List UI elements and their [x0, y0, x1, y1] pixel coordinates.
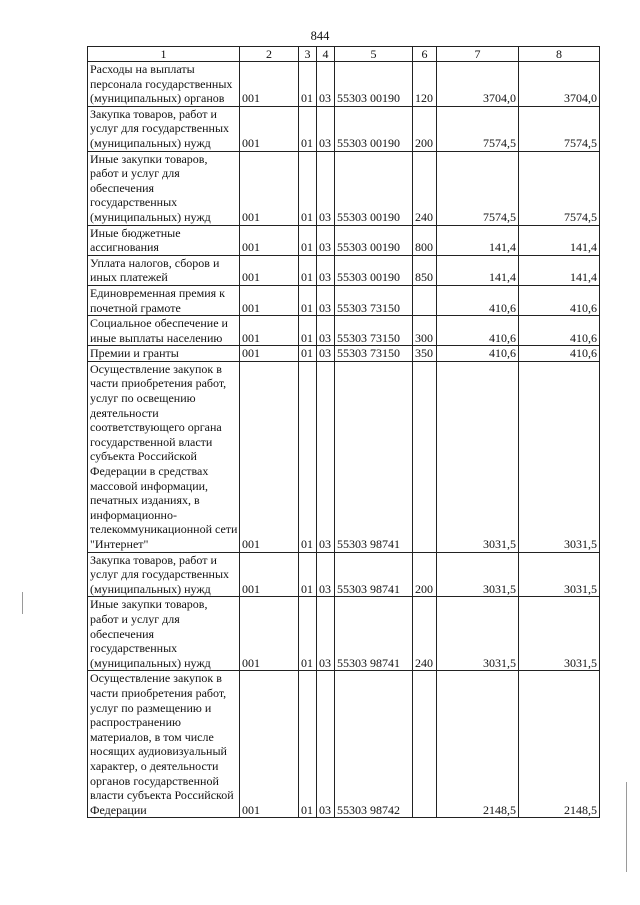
amount-cell: 2148,5: [519, 671, 600, 818]
amount-cell: 3031,5: [437, 552, 519, 597]
admin-code-cell: 001: [240, 552, 299, 597]
section-code-cell: 01: [299, 151, 317, 225]
expense-type-cell: 800: [413, 225, 437, 255]
target-code-cell: 55303 00190: [335, 151, 413, 225]
target-code-cell: 55303 00190: [335, 225, 413, 255]
amount-cell: 7574,5: [519, 106, 600, 151]
section-code-cell: 01: [299, 552, 317, 597]
amount-cell: 141,4: [437, 255, 519, 285]
amount-cell: 410,6: [519, 346, 600, 362]
target-code-cell: 55303 73150: [335, 285, 413, 315]
expense-type-cell: [413, 671, 437, 818]
expense-type-cell: 850: [413, 255, 437, 285]
page-number: 844: [310, 29, 330, 43]
table-row: [88, 225, 600, 255]
table-row: [88, 285, 600, 315]
subsection-code-cell: 03: [317, 361, 335, 552]
subsection-code-cell: 03: [317, 151, 335, 225]
subsection-code-cell: 03: [317, 346, 335, 362]
table-row: [88, 597, 600, 671]
section-code-cell: 01: [299, 255, 317, 285]
target-code-cell: 55303 73150: [335, 346, 413, 362]
amount-cell: 2148,5: [437, 671, 519, 818]
table-row: [88, 106, 600, 151]
section-code-cell: 01: [299, 225, 317, 255]
target-code-cell: 55303 00190: [335, 62, 413, 107]
admin-code-cell: 001: [240, 225, 299, 255]
table-row: [88, 151, 600, 225]
admin-code-cell: 001: [240, 255, 299, 285]
amount-cell: 410,6: [437, 285, 519, 315]
scan-artifact-line: [22, 592, 23, 614]
row-name-cell: Премии и гранты: [88, 346, 240, 362]
admin-code-cell: 001: [240, 106, 299, 151]
row-name-cell: Социальное обеспечение и иные выплаты населению: [88, 316, 240, 346]
subsection-code-cell: 03: [317, 255, 335, 285]
section-code-cell: 01: [299, 346, 317, 362]
amount-cell: 141,4: [519, 225, 600, 255]
amount-cell: 7574,5: [519, 151, 600, 225]
section-code-cell: 01: [299, 316, 317, 346]
amount-cell: 3031,5: [519, 552, 600, 597]
expense-type-cell: 120: [413, 62, 437, 107]
table-row: [88, 671, 600, 818]
target-code-cell: 55303 98742: [335, 671, 413, 818]
column-header: 6: [413, 47, 437, 62]
row-name-cell: Иные закупки товаров, работ и услуг для обеспечения государственных (муниципальных) нужд: [88, 597, 240, 671]
amount-cell: 141,4: [437, 225, 519, 255]
column-header: 1: [88, 47, 240, 62]
admin-code-cell: 001: [240, 361, 299, 552]
amount-cell: 410,6: [519, 316, 600, 346]
expense-type-cell: [413, 361, 437, 552]
section-code-cell: 01: [299, 361, 317, 552]
table-header-row: [88, 47, 600, 62]
row-name-cell: Расходы на выплаты персонала государственных (муниципальных) органов: [88, 62, 240, 107]
table-row: [88, 316, 600, 346]
amount-cell: 3704,0: [519, 62, 600, 107]
scan-artifact-line: [626, 782, 627, 872]
amount-cell: 7574,5: [437, 151, 519, 225]
subsection-code-cell: 03: [317, 285, 335, 315]
subsection-code-cell: 03: [317, 106, 335, 151]
admin-code-cell: 001: [240, 671, 299, 818]
column-header: 8: [519, 47, 600, 62]
amount-cell: 141,4: [519, 255, 600, 285]
column-header: 5: [335, 47, 413, 62]
target-code-cell: 55303 00190: [335, 106, 413, 151]
amount-cell: 410,6: [437, 346, 519, 362]
target-code-cell: 55303 98741: [335, 552, 413, 597]
target-code-cell: 55303 73150: [335, 316, 413, 346]
target-code-cell: 55303 98741: [335, 361, 413, 552]
table-row: [88, 346, 600, 362]
subsection-code-cell: 03: [317, 552, 335, 597]
expense-type-cell: 200: [413, 552, 437, 597]
row-name-cell: Закупка товаров, работ и услуг для государственных (муниципальных) нужд: [88, 552, 240, 597]
subsection-code-cell: 03: [317, 62, 335, 107]
amount-cell: 3031,5: [437, 597, 519, 671]
column-header: 7: [437, 47, 519, 62]
row-name-cell: Осуществление закупок в части приобретения работ, услуг по размещению и распространению материалов, в том числе носящих аудиовизуальный характер, о деятельности органов государственной власти субъекта Российской Федерации: [88, 671, 240, 818]
admin-code-cell: 001: [240, 151, 299, 225]
row-name-cell: Иные бюджетные ассигнования: [88, 225, 240, 255]
table-row: [88, 255, 600, 285]
column-header: 4: [317, 47, 335, 62]
admin-code-cell: 001: [240, 285, 299, 315]
subsection-code-cell: 03: [317, 316, 335, 346]
admin-code-cell: 001: [240, 316, 299, 346]
row-name-cell: Осуществление закупок в части приобретения работ, услуг по освещению деятельности соответствующего органа государственной власти субъекта Российской Федерации в средствах массовой информации, печатных изданиях, в информационно-телекоммуникационной сети "Интернет": [88, 361, 240, 552]
expense-type-cell: 300: [413, 316, 437, 346]
section-code-cell: 01: [299, 62, 317, 107]
amount-cell: 3031,5: [519, 597, 600, 671]
section-code-cell: 01: [299, 597, 317, 671]
column-header: 2: [240, 47, 299, 62]
table-row: [88, 62, 600, 107]
target-code-cell: 55303 00190: [335, 255, 413, 285]
column-header: 3: [299, 47, 317, 62]
expense-type-cell: [413, 285, 437, 315]
subsection-code-cell: 03: [317, 671, 335, 818]
row-name-cell: Закупка товаров, работ и услуг для государственных (муниципальных) нужд: [88, 106, 240, 151]
expense-type-cell: 200: [413, 106, 437, 151]
row-name-cell: Уплата налогов, сборов и иных платежей: [88, 255, 240, 285]
amount-cell: 3031,5: [437, 361, 519, 552]
admin-code-cell: 001: [240, 597, 299, 671]
amount-cell: 3031,5: [519, 361, 600, 552]
expense-type-cell: 240: [413, 151, 437, 225]
subsection-code-cell: 03: [317, 597, 335, 671]
amount-cell: 410,6: [519, 285, 600, 315]
amount-cell: 7574,5: [437, 106, 519, 151]
table-row: [88, 552, 600, 597]
table-row: [88, 361, 600, 552]
amount-cell: 3704,0: [437, 62, 519, 107]
admin-code-cell: 001: [240, 346, 299, 362]
section-code-cell: 01: [299, 671, 317, 818]
subsection-code-cell: 03: [317, 225, 335, 255]
section-code-cell: 01: [299, 106, 317, 151]
expense-type-cell: 240: [413, 597, 437, 671]
budget-table: [87, 46, 600, 818]
target-code-cell: 55303 98741: [335, 597, 413, 671]
expense-type-cell: 350: [413, 346, 437, 362]
amount-cell: 410,6: [437, 316, 519, 346]
row-name-cell: Иные закупки товаров, работ и услуг для обеспечения государственных (муниципальных) нужд: [88, 151, 240, 225]
admin-code-cell: 001: [240, 62, 299, 107]
row-name-cell: Единовременная премия к почетной грамоте: [88, 285, 240, 315]
section-code-cell: 01: [299, 285, 317, 315]
